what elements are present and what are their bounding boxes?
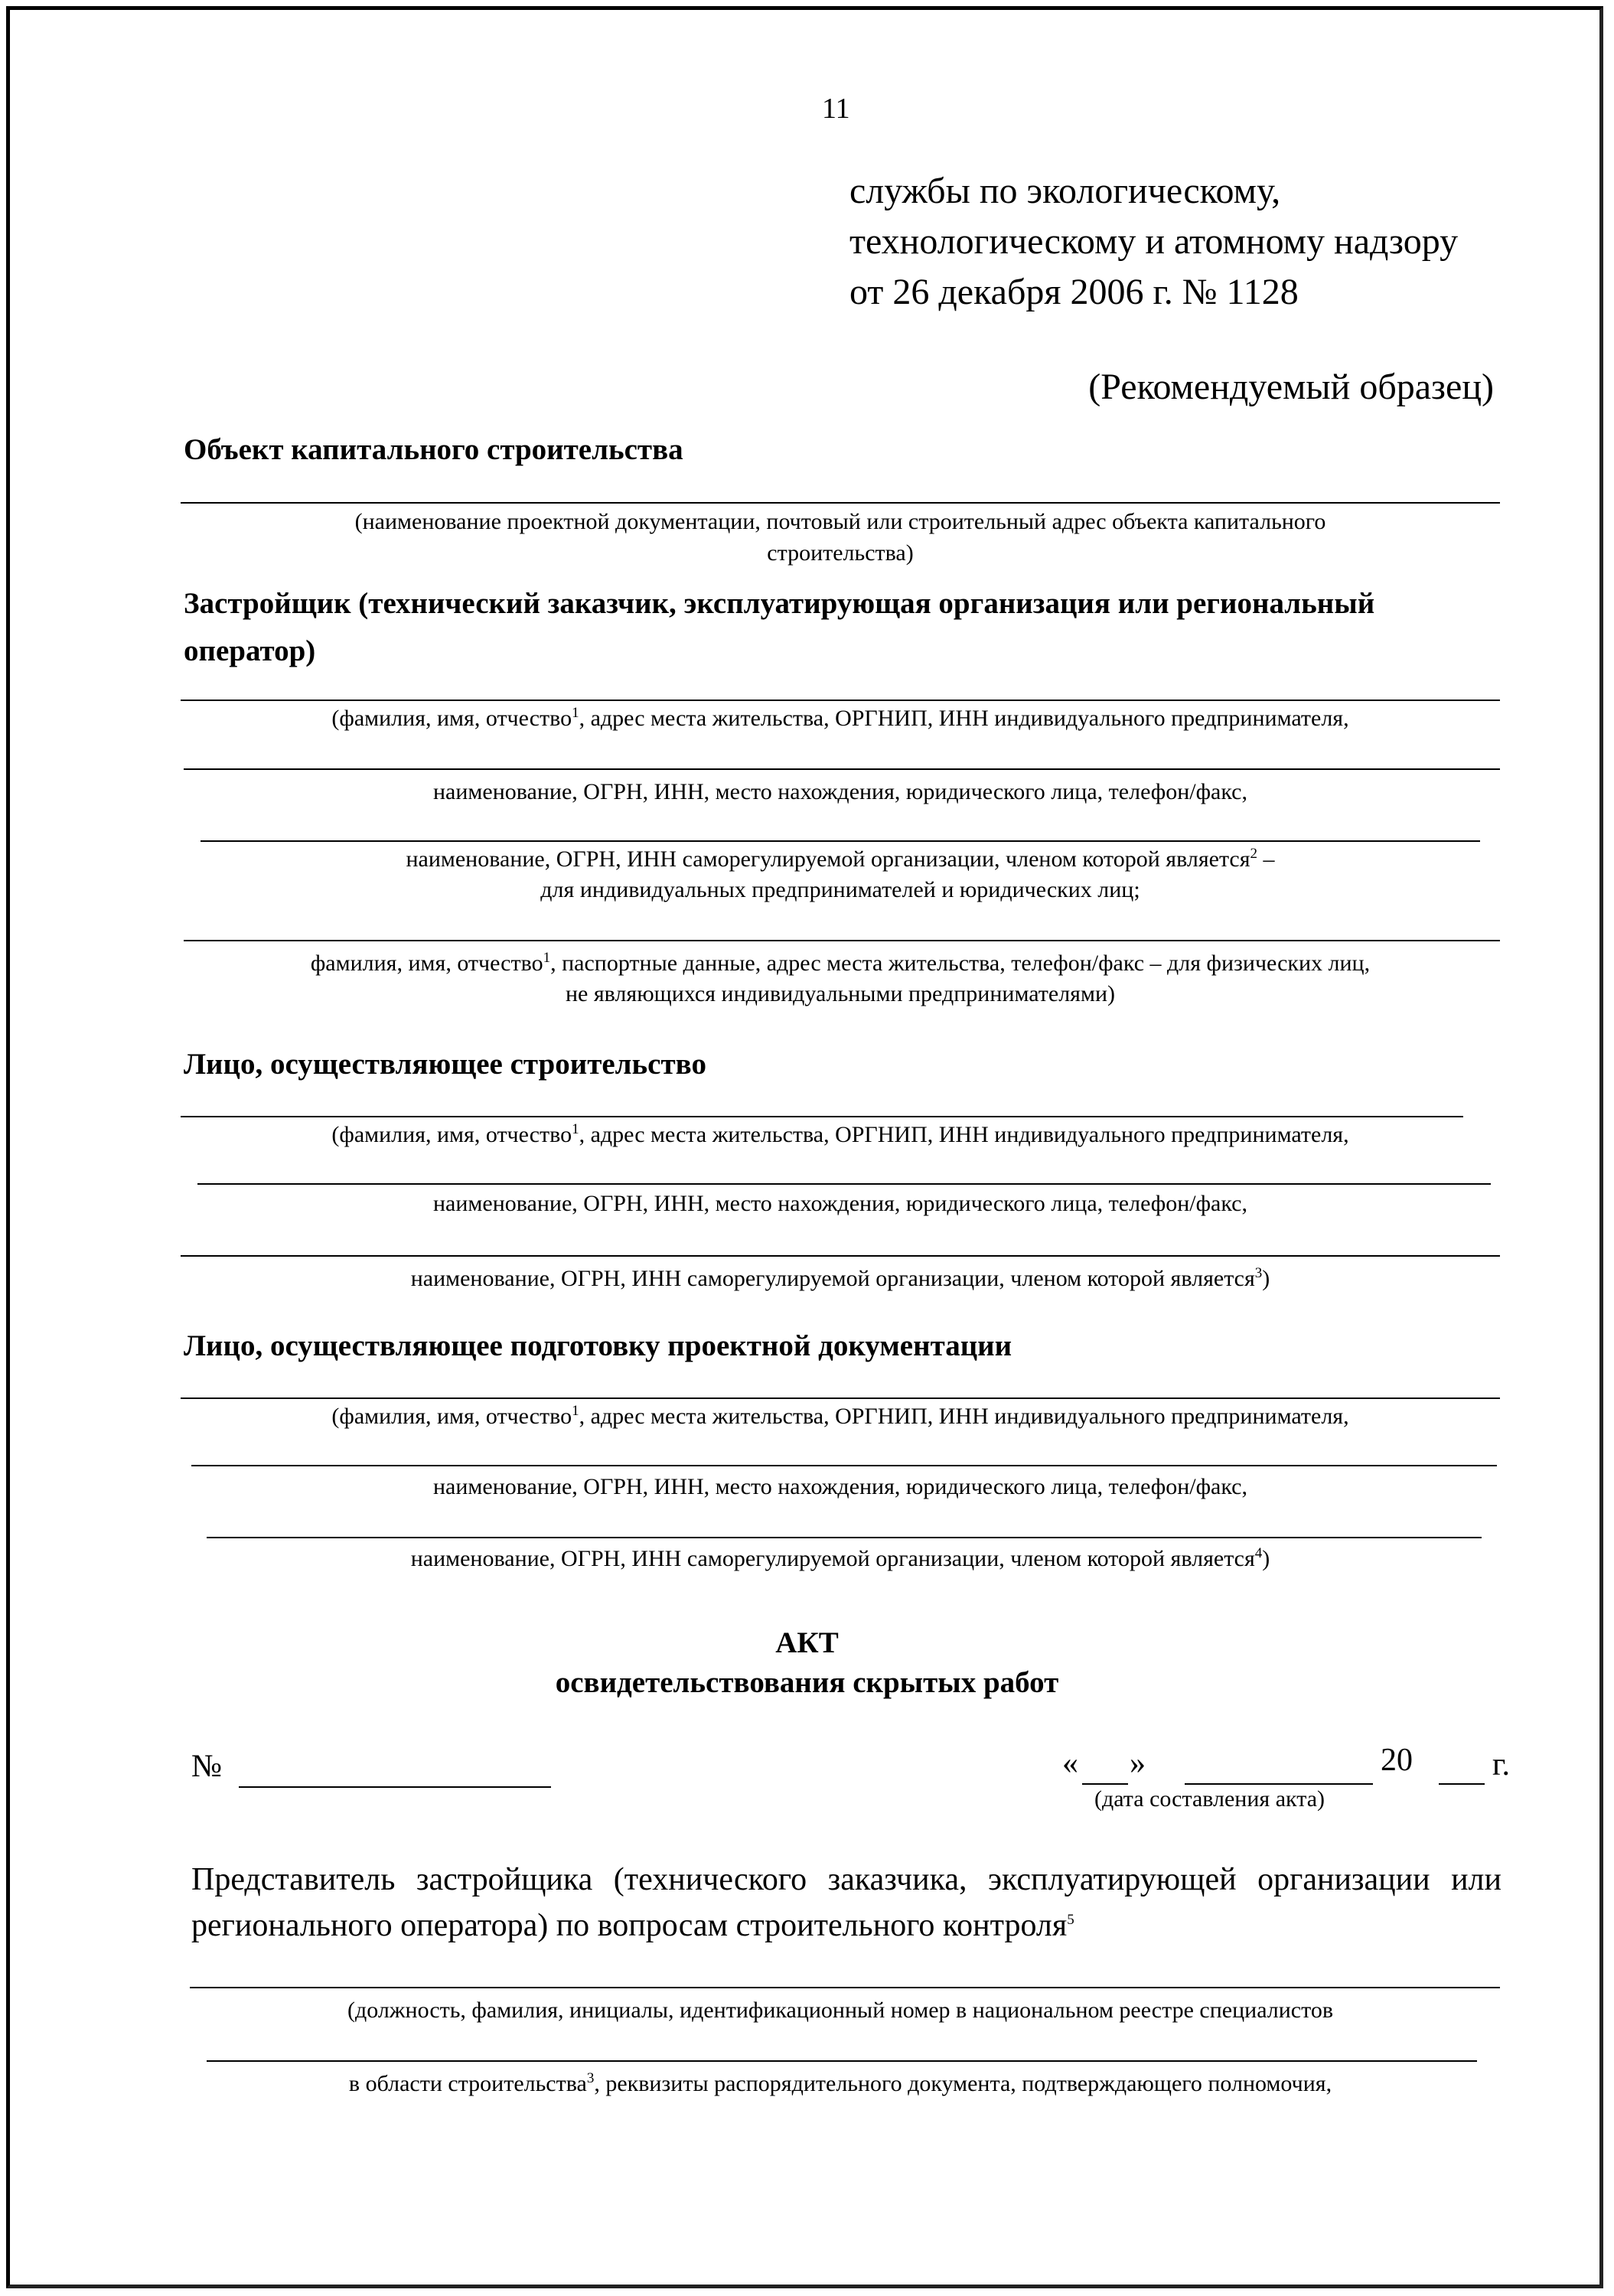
builder-fill-line-3: [181, 1255, 1500, 1257]
header-line-3: от 26 декабря 2006 г. № 1128: [849, 272, 1299, 312]
designer-fill-line-3: [207, 1537, 1482, 1538]
header-line-1: службы по экологическому,: [849, 171, 1281, 211]
representative-caption-2: в области строительства$^3$, реквизиты распорядительного документа, подтверждающего полномочия,: [348, 2070, 1332, 2096]
builder-caption-c: наименование, ОГРН, ИНН саморегулируемой организации, членом которой является$^3$): [410, 1265, 1270, 1291]
date-year-suffix: г.: [1492, 1747, 1510, 1782]
developer-caption-c: наименование, ОГРН, ИНН саморегулируемой организации, членом которой является$^2$ –: [406, 846, 1275, 872]
object-caption-1: (наименование проектной документации, почтовый или строительный адрес объекта капитального: [354, 509, 1326, 534]
designer-caption-a: (фамилия, имя, отчество$^1$, адрес места жительства, ОРГНИП, ИНН индивидуального предпринимателя,: [331, 1403, 1349, 1429]
designer-title: Лицо, осуществляющее подготовку проектной документации: [184, 1329, 1012, 1362]
page-number: 11: [822, 93, 850, 125]
builder-title: Лицо, осуществляющее строительство: [184, 1048, 706, 1081]
act-number-sign: №: [191, 1749, 223, 1784]
builder-caption-a: (фамилия, имя, отчество$^1$, адрес места жительства, ОРГНИП, ИНН индивидуального предпринимателя,: [331, 1121, 1349, 1147]
designer-fill-line-1: [181, 1397, 1500, 1399]
date-year-prefix: 20: [1381, 1743, 1413, 1778]
act-title: АКТ: [775, 1626, 839, 1659]
date-caption: (дата составления акта): [1094, 1786, 1325, 1812]
act-number-field[interactable]: [239, 1786, 551, 1788]
designer-fill-line-2: [191, 1465, 1497, 1466]
representative-line-2: регионального оператора) по вопросам строительного контроля$^5$: [191, 1908, 1074, 1943]
builder-caption-b: наименование, ОГРН, ИНН, место нахождения, юридического лица, телефон/факс,: [433, 1191, 1247, 1216]
date-quote-close: »: [1130, 1746, 1146, 1781]
object-caption-2: строительства): [767, 540, 914, 566]
representative-line-1: Представитель застройщика (технического заказчика, эксплуатирующей организации или: [191, 1862, 1502, 1897]
representative-fill-line-2: [207, 2060, 1477, 2062]
developer-fill-line-3: [201, 840, 1480, 842]
object-fill-line: [181, 502, 1500, 504]
date-day-field[interactable]: [1082, 1783, 1128, 1785]
developer-title-2: оператор): [184, 634, 316, 667]
developer-fill-line-1: [181, 700, 1500, 701]
date-quote-open: «: [1062, 1746, 1078, 1781]
developer-caption-d2: не являющихся индивидуальными предпринимателями): [565, 981, 1116, 1006]
designer-caption-b: наименование, ОГРН, ИНН, место нахождения, юридического лица, телефон/факс,: [433, 1474, 1247, 1499]
developer-fill-line-4: [184, 940, 1500, 941]
builder-fill-line-1: [181, 1116, 1463, 1117]
recommended-sample-label: (Рекомендуемый образец): [1088, 367, 1494, 407]
developer-caption-b: наименование, ОГРН, ИНН, место нахождения, юридического лица, телефон/факс,: [433, 779, 1247, 804]
header-line-2: технологическому и атомному надзору: [849, 221, 1459, 262]
act-subtitle: освидетельствования скрытых работ: [555, 1666, 1059, 1699]
builder-fill-line-2: [197, 1183, 1491, 1185]
developer-caption-c2: для индивидуальных предпринимателей и юридических лиц;: [540, 877, 1140, 902]
date-year-field[interactable]: [1439, 1783, 1485, 1785]
developer-caption-a: (фамилия, имя, отчество$^1$, адрес места жительства, ОРГНИП, ИНН индивидуального предпринимателя,: [331, 705, 1349, 731]
developer-caption-d: фамилия, имя, отчество$^1$, паспортные данные, адрес места жительства, телефон/факс – для физических лиц,: [310, 950, 1371, 976]
developer-fill-line-2: [184, 768, 1500, 770]
representative-fill-line-1: [190, 1987, 1500, 1988]
representative-caption-1: (должность, фамилия, инициалы, идентификационный номер в национальном реестре специалистов: [347, 1998, 1334, 2023]
developer-title-1: Застройщик (технический заказчик, эксплуатирующая организация или региональный: [184, 587, 1375, 620]
date-month-field[interactable]: [1185, 1783, 1373, 1785]
object-title: Объект капитального строительства: [184, 433, 683, 466]
designer-caption-c: наименование, ОГРН, ИНН саморегулируемой организации, членом которой является$^4$): [410, 1545, 1270, 1571]
